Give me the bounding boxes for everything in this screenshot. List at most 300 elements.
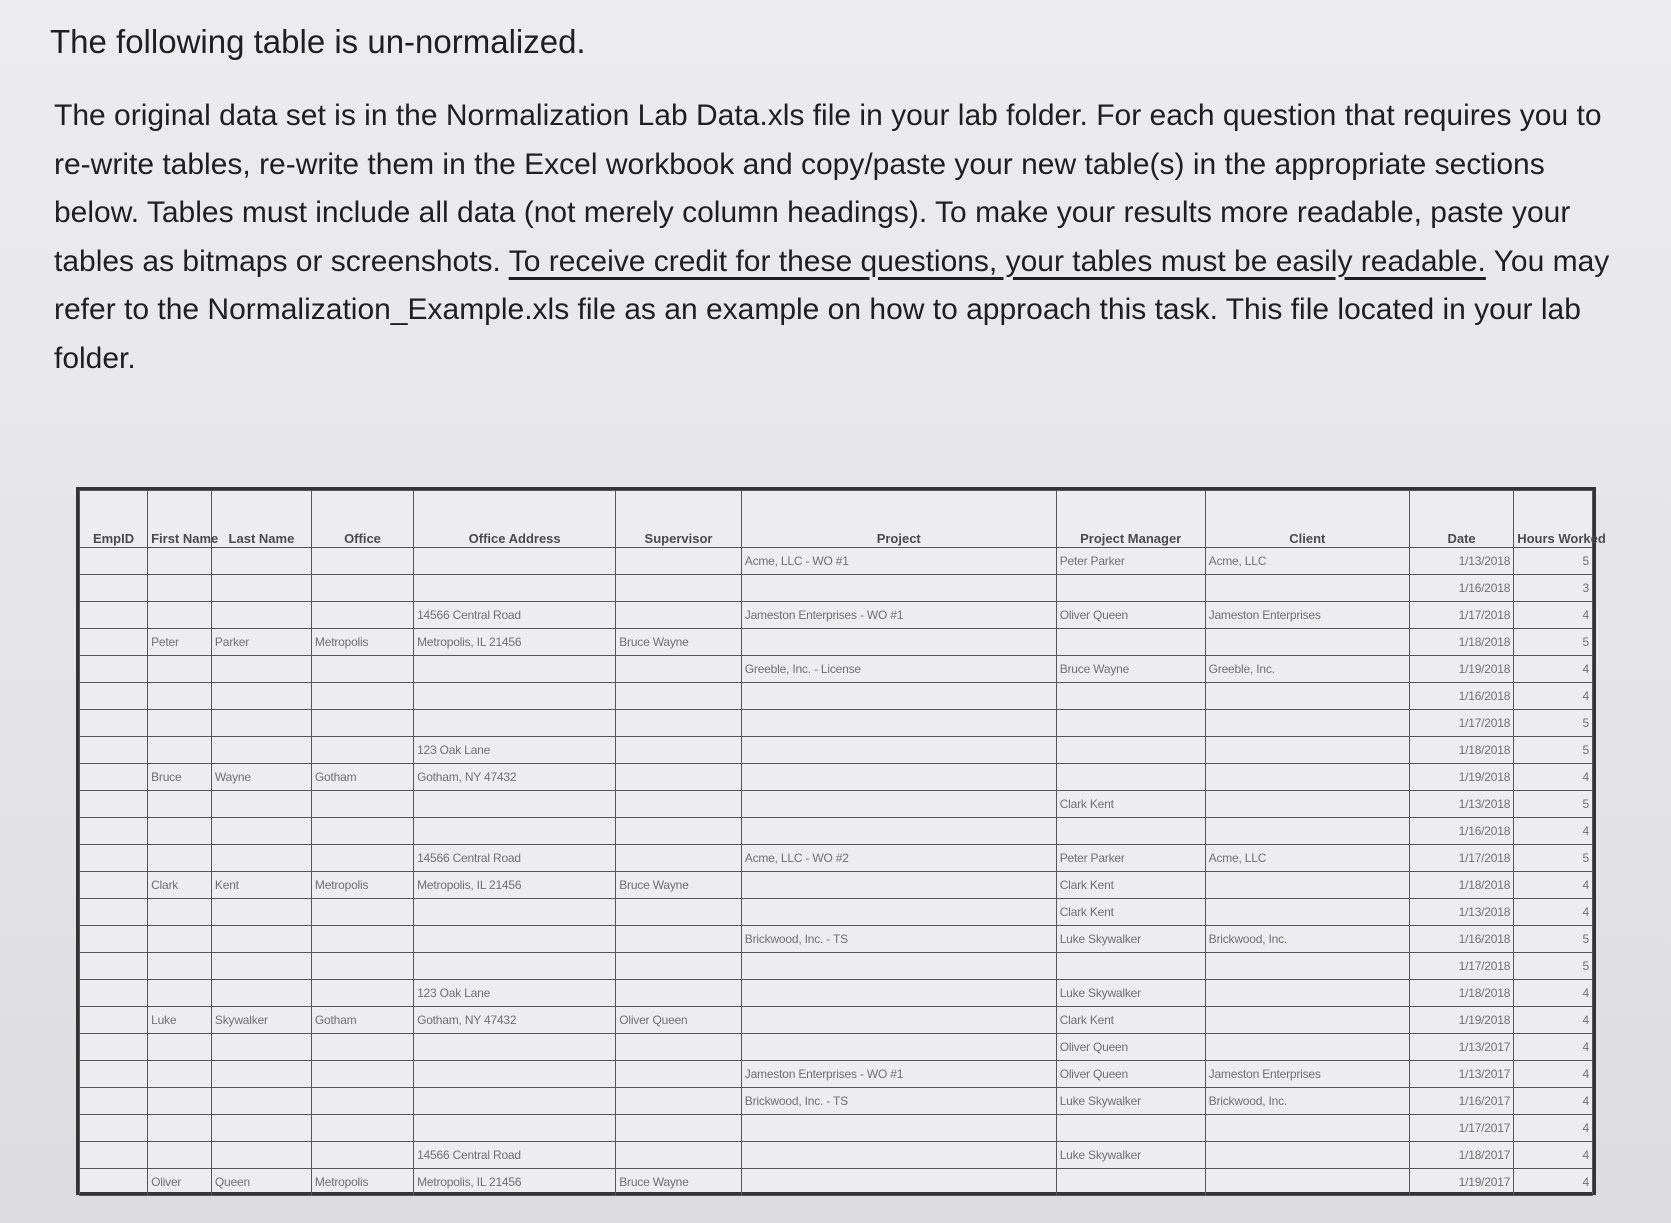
table-row bbox=[80, 899, 1593, 926]
table-cell bbox=[1409, 818, 1513, 845]
table-cell bbox=[311, 737, 413, 764]
table-cell bbox=[1409, 629, 1513, 656]
table-cell bbox=[80, 575, 148, 602]
table-cell bbox=[148, 575, 212, 602]
table-cell bbox=[414, 575, 616, 602]
table-cell bbox=[741, 953, 1056, 980]
table-row bbox=[80, 602, 1593, 629]
table-cell bbox=[741, 548, 1056, 575]
table-cell bbox=[211, 818, 311, 845]
cell-text: 1/18/2018 bbox=[1458, 878, 1511, 892]
cell-text: Metropolis bbox=[314, 635, 369, 649]
cell-text: 1/18/2017 bbox=[1458, 1148, 1511, 1162]
table-cell bbox=[80, 980, 148, 1007]
table-row bbox=[80, 683, 1593, 710]
table-cell bbox=[414, 1034, 616, 1061]
cell-text: Wayne bbox=[214, 770, 251, 784]
table-cell bbox=[80, 1142, 148, 1169]
cell-text: 1/17/2017 bbox=[1458, 1121, 1511, 1135]
table-cell bbox=[1056, 683, 1205, 710]
cell-text: Oliver Queen bbox=[1059, 608, 1129, 622]
table-cell bbox=[148, 1034, 212, 1061]
table-cell bbox=[1205, 818, 1409, 845]
column-header: Office bbox=[311, 491, 413, 548]
cell-text: Brickwood, Inc. bbox=[1208, 1094, 1288, 1108]
table-row bbox=[80, 764, 1593, 791]
table-cell bbox=[80, 791, 148, 818]
table-cell bbox=[1205, 872, 1409, 899]
cell-text: 4 bbox=[1582, 905, 1589, 919]
table-cell bbox=[80, 737, 148, 764]
table-row bbox=[80, 872, 1593, 899]
table-cell bbox=[80, 1007, 148, 1034]
cell-text: 1/19/2018 bbox=[1458, 662, 1511, 676]
table-cell bbox=[80, 872, 148, 899]
table-cell bbox=[311, 845, 413, 872]
cell-text: Luke Skywalker bbox=[1059, 932, 1141, 946]
table-cell bbox=[1056, 548, 1205, 575]
table-row bbox=[80, 575, 1593, 602]
table-cell bbox=[148, 710, 212, 737]
table-body bbox=[80, 548, 1593, 1196]
table-cell bbox=[311, 683, 413, 710]
table-cell bbox=[414, 1142, 616, 1169]
table-cell bbox=[148, 764, 212, 791]
table-cell bbox=[148, 872, 212, 899]
table-cell bbox=[1056, 1007, 1205, 1034]
table-cell bbox=[148, 953, 212, 980]
table-cell bbox=[211, 791, 311, 818]
cell-text: 1/17/2018 bbox=[1458, 851, 1511, 865]
table-cell bbox=[1514, 710, 1593, 737]
cell-text: Bruce Wayne bbox=[619, 635, 689, 649]
table-cell bbox=[414, 1115, 616, 1142]
table-cell bbox=[414, 710, 616, 737]
table-cell bbox=[148, 1169, 212, 1196]
cell-text: Peter Parker bbox=[1059, 554, 1125, 568]
cell-text: Luke bbox=[151, 1013, 177, 1027]
cell-text: 123 Oak Lane bbox=[417, 986, 491, 1000]
table-cell bbox=[148, 737, 212, 764]
table-cell bbox=[414, 1007, 616, 1034]
table-cell bbox=[1056, 1061, 1205, 1088]
cell-text: Oliver Queen bbox=[1059, 1040, 1129, 1054]
table-row bbox=[80, 791, 1593, 818]
cell-text: 1/19/2018 bbox=[1458, 770, 1511, 784]
table-cell bbox=[311, 953, 413, 980]
cell-text: Clark bbox=[151, 878, 179, 892]
table-cell bbox=[741, 683, 1056, 710]
table-cell bbox=[311, 1088, 413, 1115]
table-cell bbox=[148, 629, 212, 656]
cell-text: 1/18/2018 bbox=[1458, 635, 1511, 649]
table-cell bbox=[1056, 845, 1205, 872]
cell-text: Bruce Wayne bbox=[619, 878, 689, 892]
table-cell bbox=[80, 1088, 148, 1115]
table-cell bbox=[311, 872, 413, 899]
cell-text: 4 bbox=[1582, 662, 1589, 676]
table-cell bbox=[148, 899, 212, 926]
table-cell bbox=[414, 926, 616, 953]
cell-text: 5 bbox=[1582, 851, 1589, 865]
table-cell bbox=[414, 1061, 616, 1088]
cell-text: Queen bbox=[214, 1175, 250, 1189]
cell-text: 4 bbox=[1582, 1121, 1589, 1135]
table-cell bbox=[414, 845, 616, 872]
cell-text: 4 bbox=[1582, 1175, 1589, 1189]
table-cell bbox=[311, 1061, 413, 1088]
table-cell bbox=[741, 1061, 1056, 1088]
table-cell bbox=[1205, 1115, 1409, 1142]
table-cell bbox=[211, 710, 311, 737]
table-cell bbox=[1514, 1061, 1593, 1088]
table-cell bbox=[148, 791, 212, 818]
table-cell bbox=[1205, 1169, 1409, 1196]
cell-text: Greeble, Inc. bbox=[1208, 662, 1275, 676]
table-cell bbox=[616, 899, 742, 926]
table-cell bbox=[211, 764, 311, 791]
cell-text: Luke Skywalker bbox=[1059, 986, 1141, 1000]
table-cell bbox=[741, 764, 1056, 791]
table-cell bbox=[1205, 629, 1409, 656]
table-cell bbox=[741, 710, 1056, 737]
table-cell bbox=[211, 1061, 311, 1088]
cell-text: 1/18/2018 bbox=[1458, 986, 1511, 1000]
table-cell bbox=[1056, 1115, 1205, 1142]
table-cell bbox=[1514, 1088, 1593, 1115]
table-cell bbox=[1409, 845, 1513, 872]
table-cell bbox=[311, 818, 413, 845]
cell-text: 1/18/2018 bbox=[1458, 743, 1511, 757]
table-cell bbox=[741, 629, 1056, 656]
table-cell bbox=[1056, 872, 1205, 899]
table-cell bbox=[1056, 602, 1205, 629]
table-cell bbox=[1056, 710, 1205, 737]
table-cell bbox=[741, 1088, 1056, 1115]
table-cell bbox=[148, 656, 212, 683]
table-cell bbox=[1409, 1088, 1513, 1115]
cell-text: Metropolis, IL 21456 bbox=[417, 1175, 522, 1189]
cell-text: Metropolis bbox=[314, 1175, 369, 1189]
table-cell bbox=[1514, 737, 1593, 764]
table-cell bbox=[616, 818, 742, 845]
table-cell bbox=[741, 1007, 1056, 1034]
table-cell bbox=[741, 737, 1056, 764]
table-cell bbox=[80, 1115, 148, 1142]
table-cell bbox=[616, 737, 742, 764]
table-cell bbox=[80, 818, 148, 845]
table-cell bbox=[211, 1088, 311, 1115]
instructions-text-end: You may refer to the Normalization_Example.xls file as an example on how to approach this task. This file located in your lab folder. bbox=[54, 244, 1610, 375]
column-header: Last Name bbox=[211, 491, 311, 548]
table-cell bbox=[148, 845, 212, 872]
cell-text: Oliver Queen bbox=[1059, 1067, 1129, 1081]
table-cell bbox=[1056, 926, 1205, 953]
cell-text: 5 bbox=[1582, 554, 1589, 568]
table-cell bbox=[741, 899, 1056, 926]
table-cell bbox=[616, 845, 742, 872]
table-cell bbox=[616, 980, 742, 1007]
table-row bbox=[80, 629, 1593, 656]
cell-text: 14566 Central Road bbox=[417, 1148, 521, 1162]
cell-text: Gotham, NY 47432 bbox=[417, 770, 517, 784]
cell-text: Acme, LLC bbox=[1208, 554, 1267, 568]
table-cell bbox=[311, 980, 413, 1007]
cell-text: Gotham bbox=[314, 770, 357, 784]
table-cell bbox=[148, 818, 212, 845]
table-row bbox=[80, 980, 1593, 1007]
table-cell bbox=[1056, 1142, 1205, 1169]
column-header: Client bbox=[1205, 491, 1409, 548]
table-row bbox=[80, 1115, 1593, 1142]
table-cell bbox=[80, 602, 148, 629]
table-cell bbox=[1056, 980, 1205, 1007]
table-row bbox=[80, 1169, 1593, 1196]
cell-text: Oliver Queen bbox=[619, 1013, 688, 1027]
table-cell bbox=[1205, 980, 1409, 1007]
instructions-text: The original data set is in the Normalization Lab Data.xls file in your lab folder. For each question that requires you to re-write tables, re-write them in the Excel workbook and copy/paste your new table(s) in the appropriate sections below. Tables must include all data (not merely column headings). To make your results more readable, paste your tables as bitmaps or screenshots. bbox=[54, 99, 1602, 278]
cell-text: 4 bbox=[1582, 1148, 1589, 1162]
cell-text: Luke Skywalker bbox=[1059, 1148, 1141, 1162]
table-cell bbox=[616, 764, 742, 791]
table-cell bbox=[80, 899, 148, 926]
table-cell bbox=[211, 548, 311, 575]
data-table bbox=[79, 490, 1606, 1196]
cell-text: 1/16/2018 bbox=[1458, 932, 1511, 946]
cell-text: Peter bbox=[151, 635, 179, 649]
table-cell bbox=[211, 656, 311, 683]
cell-text: Gotham bbox=[314, 1013, 357, 1027]
table-cell bbox=[1409, 602, 1513, 629]
cell-text: 123 Oak Lane bbox=[417, 743, 491, 757]
table-cell bbox=[741, 872, 1056, 899]
table-cell bbox=[741, 602, 1056, 629]
table-cell bbox=[1514, 683, 1593, 710]
table-cell bbox=[1514, 818, 1593, 845]
table-cell bbox=[148, 1115, 212, 1142]
table-row bbox=[80, 953, 1593, 980]
table-cell bbox=[741, 791, 1056, 818]
table-cell bbox=[1056, 575, 1205, 602]
cell-text: Skywalker bbox=[214, 1013, 268, 1027]
cell-text: Brickwood, Inc. - TS bbox=[744, 1094, 848, 1108]
cell-text: Brickwood, Inc. - TS bbox=[744, 932, 848, 946]
table-cell bbox=[741, 656, 1056, 683]
table-cell bbox=[616, 953, 742, 980]
table-cell bbox=[1205, 845, 1409, 872]
table-cell bbox=[414, 548, 616, 575]
table-row bbox=[80, 818, 1593, 845]
table-cell bbox=[80, 1061, 148, 1088]
table-cell bbox=[80, 845, 148, 872]
table-cell bbox=[1409, 1142, 1513, 1169]
table-cell bbox=[616, 1142, 742, 1169]
cell-text: 5 bbox=[1582, 932, 1589, 946]
cell-text: 4 bbox=[1582, 689, 1589, 703]
cell-text: Parker bbox=[214, 635, 250, 649]
table-cell bbox=[1056, 629, 1205, 656]
table-cell bbox=[1205, 1034, 1409, 1061]
table-cell bbox=[148, 548, 212, 575]
table-row bbox=[80, 1142, 1593, 1169]
cell-text: Kent bbox=[214, 878, 239, 892]
table-cell bbox=[1205, 548, 1409, 575]
cell-text: Jameston Enterprises bbox=[1208, 1067, 1321, 1081]
table-cell bbox=[741, 818, 1056, 845]
table-cell bbox=[616, 926, 742, 953]
cell-text: Jameston Enterprises bbox=[1208, 608, 1321, 622]
cell-text: 14566 Central Road bbox=[417, 851, 521, 865]
table-cell bbox=[311, 1034, 413, 1061]
cell-text: 1/13/2017 bbox=[1458, 1040, 1511, 1054]
table-cell bbox=[1409, 575, 1513, 602]
table-cell bbox=[1205, 575, 1409, 602]
column-header: Hours Worked bbox=[1514, 491, 1593, 548]
table-cell bbox=[211, 953, 311, 980]
table-cell bbox=[414, 764, 616, 791]
table-row bbox=[80, 1007, 1593, 1034]
table-row bbox=[80, 1088, 1593, 1115]
cell-text: 4 bbox=[1582, 1040, 1589, 1054]
table-cell bbox=[1409, 1034, 1513, 1061]
cell-text: 4 bbox=[1582, 878, 1589, 892]
table-cell bbox=[211, 629, 311, 656]
cell-text: 5 bbox=[1582, 959, 1589, 973]
cell-text: Clark Kent bbox=[1059, 878, 1114, 892]
cell-text: Acme, LLC bbox=[1208, 851, 1267, 865]
table-cell bbox=[1409, 764, 1513, 791]
table-cell bbox=[211, 602, 311, 629]
cell-text: 1/16/2018 bbox=[1458, 689, 1511, 703]
table-cell bbox=[311, 548, 413, 575]
table-header bbox=[80, 491, 1606, 548]
table-cell bbox=[1514, 953, 1593, 980]
table-cell bbox=[1514, 1115, 1593, 1142]
table-cell bbox=[741, 980, 1056, 1007]
table-cell bbox=[311, 629, 413, 656]
cell-text: 4 bbox=[1582, 1013, 1589, 1027]
table-cell bbox=[616, 872, 742, 899]
cell-text: 4 bbox=[1582, 824, 1589, 838]
table-cell bbox=[1409, 737, 1513, 764]
table-row bbox=[80, 548, 1593, 575]
table-cell bbox=[414, 737, 616, 764]
table-cell bbox=[1205, 1142, 1409, 1169]
table-cell bbox=[1514, 980, 1593, 1007]
table-cell bbox=[1514, 899, 1593, 926]
table-cell bbox=[80, 629, 148, 656]
table-cell bbox=[414, 899, 616, 926]
table-cell bbox=[1514, 845, 1593, 872]
table-cell bbox=[1205, 602, 1409, 629]
table-cell bbox=[211, 737, 311, 764]
table-cell bbox=[80, 656, 148, 683]
table-cell bbox=[1205, 656, 1409, 683]
cell-text: Peter Parker bbox=[1059, 851, 1125, 865]
table-row bbox=[80, 845, 1593, 872]
table-cell bbox=[741, 845, 1056, 872]
table-cell bbox=[311, 926, 413, 953]
cell-text: Greeble, Inc. - License bbox=[744, 662, 861, 676]
document-heading: The following table is un-normalized. bbox=[50, 23, 586, 60]
cell-text: Jameston Enterprises - WO #1 bbox=[744, 608, 904, 622]
table-cell bbox=[311, 710, 413, 737]
cell-text: 5 bbox=[1582, 635, 1589, 649]
table-cell bbox=[1205, 1088, 1409, 1115]
table-cell bbox=[1056, 791, 1205, 818]
table-cell bbox=[616, 683, 742, 710]
table-cell bbox=[1409, 683, 1513, 710]
table-cell bbox=[616, 1061, 742, 1088]
table-cell bbox=[1514, 764, 1593, 791]
table-cell bbox=[414, 872, 616, 899]
cell-text: 5 bbox=[1582, 743, 1589, 757]
table-cell bbox=[1514, 602, 1593, 629]
table-cell bbox=[1056, 1034, 1205, 1061]
cell-text: 1/13/2018 bbox=[1458, 554, 1511, 568]
table-cell bbox=[741, 1169, 1056, 1196]
cell-text: Clark Kent bbox=[1059, 797, 1114, 811]
table-cell bbox=[311, 602, 413, 629]
table-row bbox=[80, 737, 1593, 764]
table-cell bbox=[148, 1088, 212, 1115]
table-cell bbox=[414, 602, 616, 629]
cell-text: 14566 Central Road bbox=[417, 608, 521, 622]
table-row bbox=[80, 710, 1593, 737]
table-cell bbox=[414, 1169, 616, 1196]
table-cell bbox=[1514, 629, 1593, 656]
table-cell bbox=[80, 548, 148, 575]
table-cell bbox=[741, 1115, 1056, 1142]
table-cell bbox=[616, 629, 742, 656]
table-cell bbox=[616, 575, 742, 602]
table-cell bbox=[741, 575, 1056, 602]
table-cell bbox=[1514, 1007, 1593, 1034]
table-cell bbox=[311, 1115, 413, 1142]
table-cell bbox=[1205, 899, 1409, 926]
cell-text: 3 bbox=[1582, 581, 1589, 595]
table-cell bbox=[1514, 926, 1593, 953]
table-row bbox=[80, 1061, 1593, 1088]
table-cell bbox=[1409, 926, 1513, 953]
table-cell bbox=[148, 1007, 212, 1034]
table-cell bbox=[1205, 926, 1409, 953]
cell-text: 1/16/2018 bbox=[1458, 824, 1511, 838]
table-cell bbox=[1056, 818, 1205, 845]
table-cell bbox=[1514, 1169, 1593, 1196]
table-cell bbox=[616, 1088, 742, 1115]
cell-text: Metropolis, IL 21456 bbox=[417, 635, 522, 649]
unnormalized-table bbox=[76, 487, 1606, 1195]
table-cell bbox=[80, 683, 148, 710]
table-cell bbox=[1514, 656, 1593, 683]
cell-text: 4 bbox=[1582, 1094, 1589, 1108]
table-cell bbox=[414, 980, 616, 1007]
table-cell bbox=[80, 764, 148, 791]
table-cell bbox=[1514, 1142, 1593, 1169]
cell-text: 1/13/2018 bbox=[1458, 905, 1511, 919]
table-cell bbox=[311, 791, 413, 818]
table-cell bbox=[616, 1169, 742, 1196]
cell-text: Clark Kent bbox=[1059, 1013, 1114, 1027]
table-cell bbox=[616, 656, 742, 683]
table-cell bbox=[80, 1034, 148, 1061]
table-cell bbox=[1409, 1115, 1513, 1142]
table-cell bbox=[211, 575, 311, 602]
table-cell bbox=[311, 656, 413, 683]
instructions-underlined-text: To receive credit for these questions, your tables must be easily readable. bbox=[508, 244, 1486, 278]
table-cell bbox=[616, 548, 742, 575]
